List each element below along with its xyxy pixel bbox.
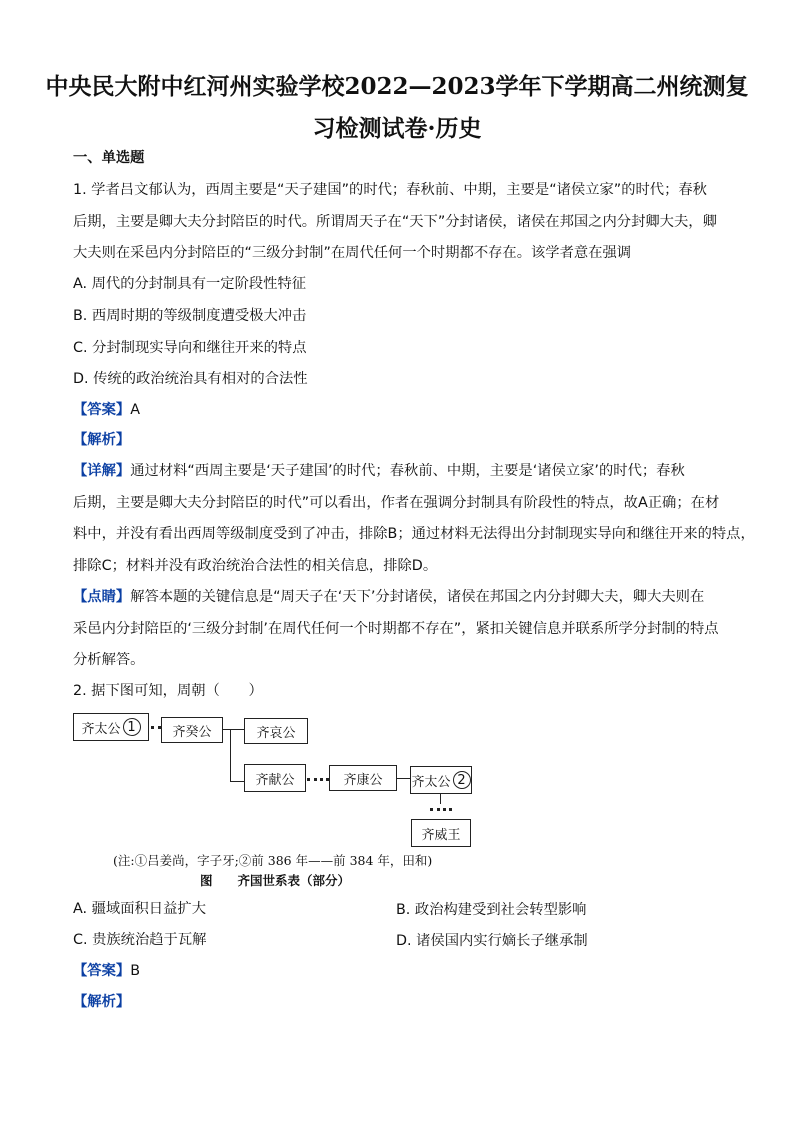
qi-genealogy-diagram xyxy=(70,705,480,855)
q1-option-b: B. 西周时期的等级制度遭受极大冲击 xyxy=(73,308,307,324)
detail-tag: 【详解】 xyxy=(73,463,131,479)
answer-value: A xyxy=(130,402,140,418)
q1-stem-line: 后期，主要是卿大夫分封陪臣的时代。所谓周天子在“天下”分封诸侯，诸侯在邦国之内分封卿大夫，卿 xyxy=(73,214,717,230)
q1-answer xyxy=(73,400,140,420)
page-title-line2: 习检测试卷·历史 xyxy=(312,115,482,142)
q1-detail-line: 料中，并没有看出西周等级制度受到了冲击，排除B；通过材料无法得出分封制现实导向和继往开来的特点， xyxy=(73,526,755,542)
analysis-tag: 【解析】 xyxy=(73,994,131,1010)
page-title-line1: 中央民大附中红河州实验学校2022—2023学年下学期高二州统测复 xyxy=(45,73,749,100)
q2-answer xyxy=(73,961,140,981)
box-qi-guigong: 齐癸公 xyxy=(161,717,223,743)
q1-detail-line: 【详解】通过材料“西周主要是‘天子建国’的时代；春秋前、中期，主要是‘诸侯立家’的时代；春秋 xyxy=(73,463,685,479)
box-qi-aigong: 齐哀公 xyxy=(244,718,308,744)
q1-detail-line: 排除C；材料并没有政治统治合法性的相关信息，排除D。 xyxy=(73,558,438,574)
q1-option-c: C. 分封制现实导向和继往开来的特点 xyxy=(73,340,307,356)
answer-tag: 【答案】 xyxy=(73,963,131,979)
q1-tip-line: 分析解答。 xyxy=(73,652,145,668)
q1-stem-line: 1. 学者吕文郁认为，西周主要是“天子建国”的时代；春秋前、中期，主要是“诸侯立家”的时代；春秋 xyxy=(73,182,707,198)
q1-detail-line: 后期，主要是卿大夫分封陪臣的时代”可以看出，作者在强调分封制具有阶段性的特点，故A正确；在材 xyxy=(73,495,720,511)
circle-1-icon: 1 xyxy=(123,718,141,736)
box-qi-weiwang: 齐威王 xyxy=(411,819,471,847)
q2-option-c: C. 贵族统治趋于瓦解 xyxy=(73,932,207,948)
answer-tag: 【答案】 xyxy=(73,402,131,418)
answer-value: B xyxy=(130,963,140,979)
q1-option-d: D. 传统的政治统治具有相对的合法性 xyxy=(73,371,308,387)
q1-analysis xyxy=(73,430,130,450)
q2-analysis xyxy=(73,992,130,1012)
analysis-tag: 【解析】 xyxy=(73,432,131,448)
tip-tag: 【点睛】 xyxy=(73,589,131,605)
box-qi-taigong-1: 齐太公 1 xyxy=(73,713,149,741)
q2-option-d: D. 诸侯国内实行嫡长子继承制 xyxy=(396,933,588,949)
box-qi-taigong-2: 齐太公 2 xyxy=(410,766,472,794)
q1-stem-line: 大夫则在采邑内分封陪臣的“三级分封制”在周代任何一个时期都不存在。该学者意在强调 xyxy=(73,245,632,261)
box-qi-kanggong: 齐康公 xyxy=(329,765,397,791)
q2-stem: 2. 据下图可知，周朝（ ） xyxy=(73,683,263,699)
q1-tip-line: 采邑内分封陪臣的‘三级分封制’在周代任何一个时期都不存在”，紧扣关键信息并联系所学分封制的特点 xyxy=(73,621,719,637)
diagram-note: (注:①吕姜尚，字子牙;②前 386 年——前 384 年，田和) xyxy=(113,853,433,868)
q1-tip-line: 【点睛】解答本题的关键信息是“周天子在‘天下’分封诸侯，诸侯在邦国之内分封卿大夫，卿大夫则在 xyxy=(73,589,705,605)
dotted-connector xyxy=(430,808,452,811)
circle-2-icon: 2 xyxy=(453,771,471,789)
section-heading: 一、单选题 xyxy=(73,150,145,166)
q2-option-b: B. 政治构建受到社会转型影响 xyxy=(396,902,587,918)
diagram-caption: 图 齐国世系表（部分） xyxy=(200,873,351,888)
q1-option-a: A. 周代的分封制具有一定阶段性特征 xyxy=(73,276,307,292)
dotted-connector xyxy=(307,778,329,781)
box-qi-xiangong: 齐献公 xyxy=(244,764,306,792)
q2-option-a: A. 疆域面积日益扩大 xyxy=(73,901,206,917)
